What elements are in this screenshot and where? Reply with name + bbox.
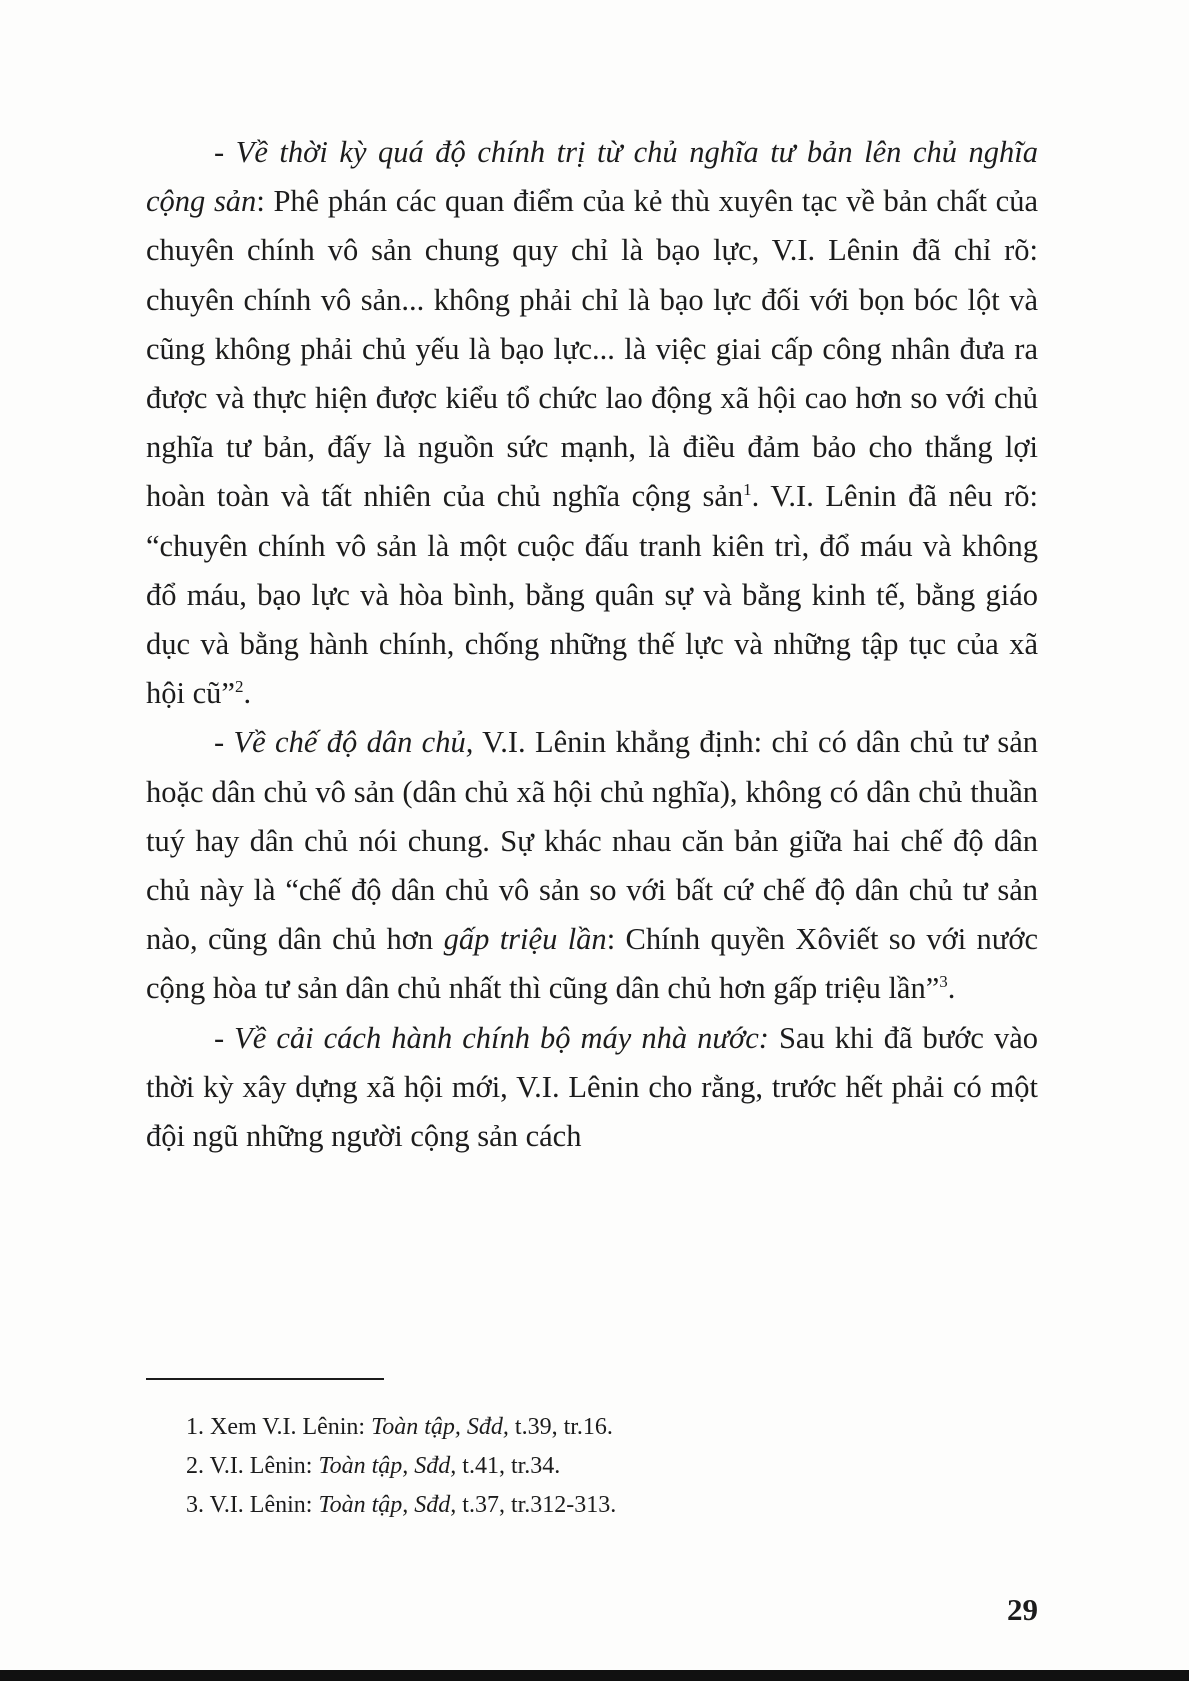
paragraph-text: : Phê phán các quan điểm của kẻ thù xuyên tạc về bản chất của chuyên chính vô sản chung quy chỉ là bạo lực, V.I. Lênin đã chỉ rõ: chuyên chính vô sản... không phải chỉ là bạo lực đối với bọn bóc lột và cũng không phải chủ yếu là bạo lực... là việc giai cấp công nhân đưa ra được và thực hiện được kiểu tổ chức lao động xã hội cao hơn so với chủ nghĩa tư bản, đấy là nguồn sức mạnh, là điều đảm bảo cho thắng lợi hoàn toàn và tất nhiên của chủ nghĩa cộng sản [146, 184, 1038, 514]
footnote-title: Toàn tập, Sđd, [318, 1492, 457, 1518]
scan-bottom-edge [0, 1670, 1189, 1681]
paragraph-heading: - Về cải cách hành chính bộ máy nhà nước: [214, 1020, 769, 1055]
paragraph-heading: - Về thời kỳ quá độ chính trị từ chủ nghĩa tư bản lên chủ nghĩa cộng sản [146, 135, 1038, 219]
emphasis-text: gấp triệu lần [443, 922, 607, 957]
footnote-3 [186, 1486, 986, 1525]
paragraph-admin-reform [146, 1014, 1038, 1162]
footnote-ref: 2 [234, 677, 244, 697]
footnote-1 [186, 1408, 986, 1447]
footnote-ref: 3 [939, 972, 948, 992]
paragraph-text: . V.I. Lênin đã nêu rõ: “chuyên chính vô sản là một cuộc đấu tranh kiên trì, đổ máu và không đổ máu, bạo lực và hòa bình, bằng quân sự và bằng kinh tế, bằng giáo dục và bằng hành chính, chống những thế lực và những tập tục của xã hội cũ” [146, 479, 1038, 711]
footnote-ref: 1 [743, 480, 752, 500]
footnote-number: 3. [186, 1492, 204, 1518]
page-number: 29 [1007, 1592, 1038, 1627]
footnote-author: V.I. Lênin: [209, 1453, 313, 1479]
footnotes [186, 1408, 986, 1525]
paragraph-democracy [146, 718, 1038, 1013]
paragraph-text: . [947, 971, 956, 1006]
footnote-number: 1. [186, 1414, 204, 1440]
paragraph-text: : Chính quyền Xôviết so với nước cộng hòa tư sản dân chủ nhất thì cũng dân chủ hơn gấp triệu lần” [146, 922, 1038, 1006]
footnote-author: Xem V.I. Lênin: [210, 1414, 366, 1440]
paragraph-text: Sau khi đã bước vào thời kỳ xây dựng xã hội mới, V.I. Lênin cho rằng, trước hết phải có một đội ngũ những người cộng sản cách [146, 1020, 1039, 1154]
footnote-author: V.I. Lênin: [209, 1492, 313, 1518]
footnote-separator [146, 1378, 384, 1380]
paragraph-transition-period [146, 128, 1038, 718]
footnote-location: t.41, tr.34. [462, 1453, 561, 1479]
paragraph-text: . [243, 676, 252, 711]
body-text [146, 128, 1038, 1161]
footnote-number: 2. [186, 1453, 204, 1479]
footnote-2 [186, 1447, 986, 1486]
paragraph-heading: - Về chế độ dân chủ, [214, 725, 474, 760]
paragraph-text: V.I. Lênin khẳng định: chỉ có dân chủ tư sản hoặc dân chủ vô sản (dân chủ xã hội chủ nghĩa), không có dân chủ thuần tuý hay dân chủ nói chung. Sự khác nhau căn bản giữa hai chế độ dân chủ này là “chế độ dân chủ vô sản so với bất cứ chế độ dân chủ tư sản nào, cũng dân chủ hơn [146, 725, 1038, 957]
footnote-location: t.39, tr.16. [514, 1414, 613, 1440]
footnote-title: Toàn tập, Sđd, [371, 1414, 509, 1440]
footnote-location: t.37, tr.312-313. [462, 1492, 617, 1518]
footnote-title: Toàn tập, Sđd, [318, 1453, 457, 1479]
